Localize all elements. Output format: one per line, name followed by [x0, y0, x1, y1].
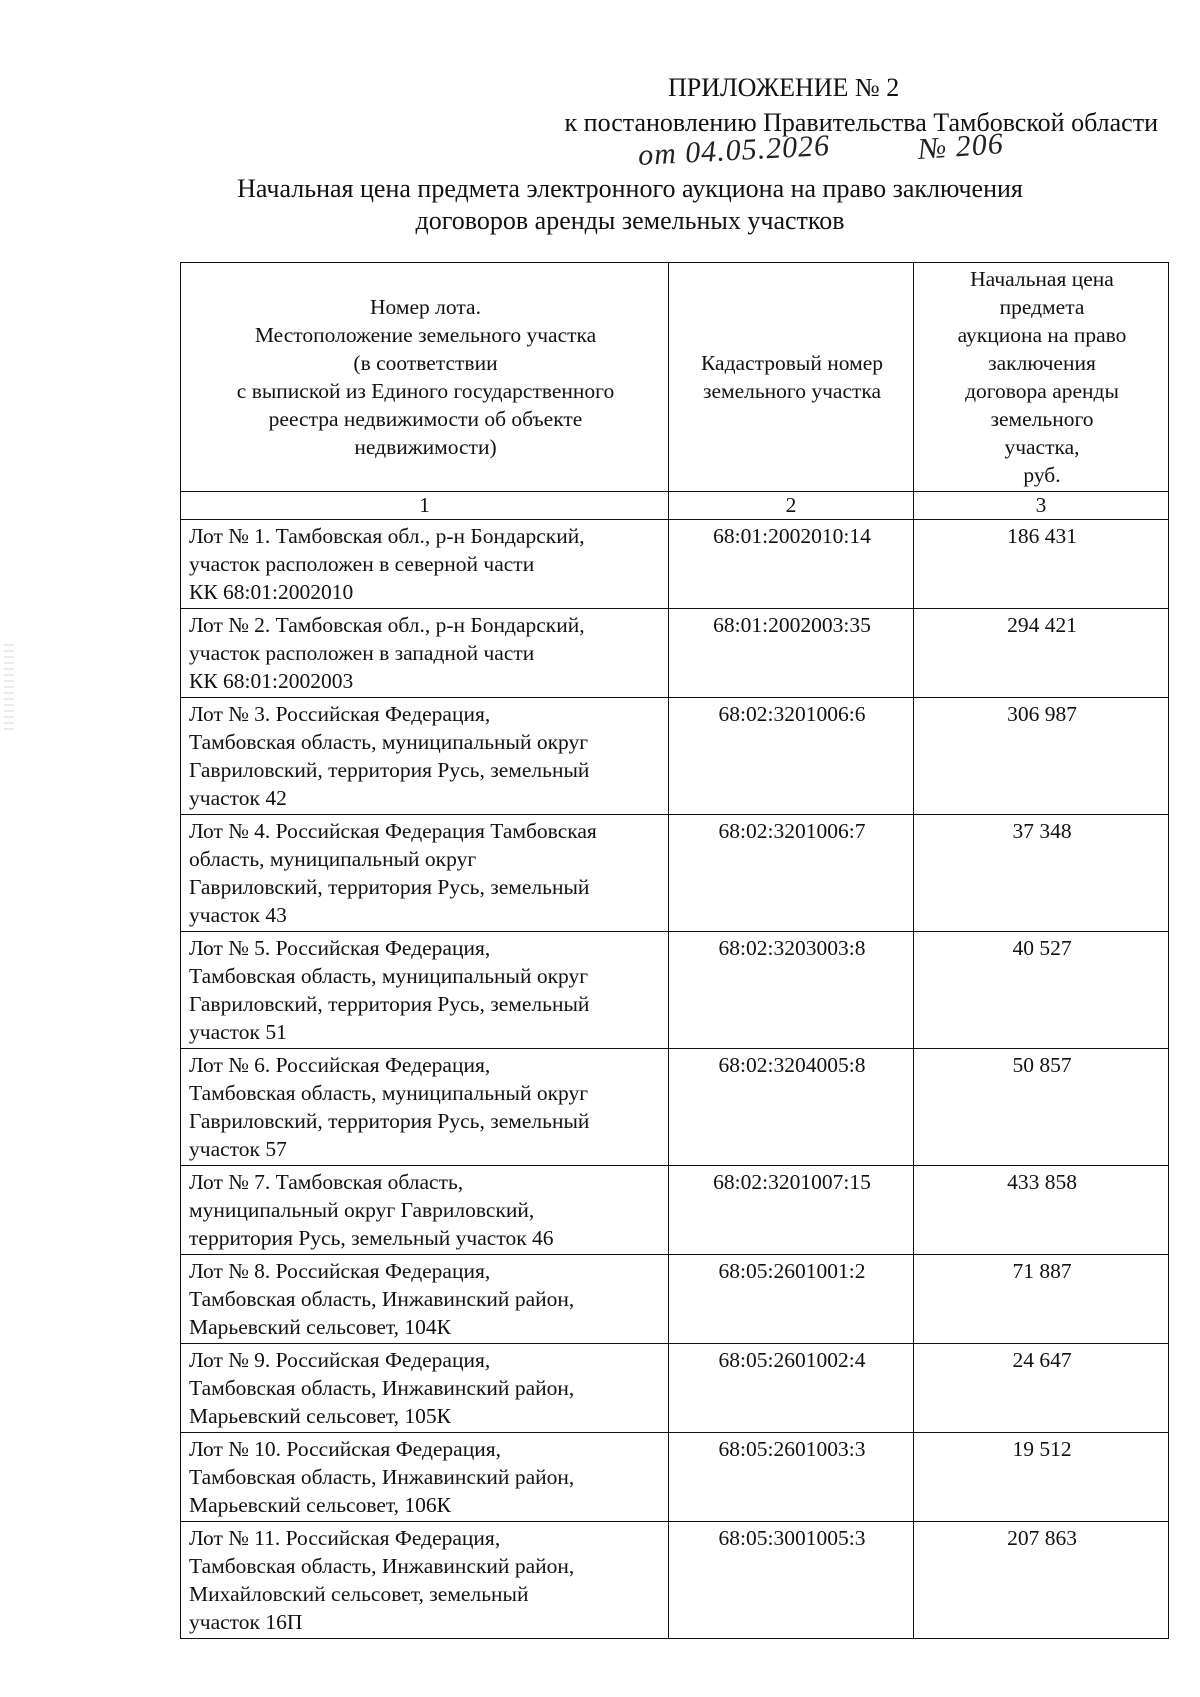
lot-location-line: Тамбовская область, Инжавинский район, — [189, 1554, 575, 1578]
handwritten-number: № 206 — [916, 127, 1005, 166]
lot-location-line: Лот № 3. Российская Федерация, — [189, 702, 491, 726]
column-header-price — [914, 263, 1169, 492]
column-number-row — [181, 492, 1169, 520]
table-row — [181, 609, 1169, 698]
lot-location-cell — [181, 1344, 669, 1433]
lot-location-cell — [181, 815, 669, 932]
table-row — [181, 1255, 1169, 1344]
column-header-cadastral — [669, 263, 914, 492]
lot-location-line: Гавриловский, территория Русь, земельный — [189, 992, 590, 1016]
lot-location-line: участок 42 — [189, 786, 287, 810]
lot-location-line: Тамбовская область, Инжавинский район, — [189, 1287, 575, 1311]
lot-location-cell — [181, 520, 669, 609]
lot-location-line: Лот № 5. Российская Федерация, — [189, 936, 491, 960]
table-row — [181, 1166, 1169, 1255]
lots-table — [180, 262, 1169, 1639]
column-header-line: Номер лота. — [370, 295, 481, 319]
lot-location-line: территория Русь, земельный участок 46 — [189, 1226, 554, 1250]
lot-location-line: Тамбовская область, Инжавинский район, — [189, 1465, 575, 1489]
lot-location-line: муниципальный округ Гавриловский, — [189, 1198, 535, 1222]
start-price-cell: 186 431 — [914, 520, 1169, 609]
lot-location-line: Марьевский сельсовет, 105К — [189, 1404, 452, 1428]
lot-location-line: Лот № 7. Тамбовская область, — [189, 1170, 464, 1194]
lot-location-line: участок расположен в западной части — [189, 641, 535, 665]
lot-location-line: Гавриловский, территория Русь, земельный — [189, 875, 590, 899]
column-header-line: участка, — [1004, 435, 1080, 459]
lot-location-line: Марьевский сельсовет, 106К — [189, 1493, 452, 1517]
lot-location-line: Лот № 10. Российская Федерация, — [189, 1437, 501, 1461]
cadastral-number-cell: 68:01:2002010:14 — [669, 520, 914, 609]
lot-location-line: Тамбовская область, муниципальный округ — [189, 730, 589, 754]
handwritten-date: от 04.05.2026 — [637, 128, 831, 173]
column-number-1: 1 — [181, 492, 669, 520]
table-row — [181, 698, 1169, 815]
lot-location-line: Лот № 1. Тамбовская обл., р-н Бондарский, — [189, 524, 585, 548]
lot-location-line: Лот № 4. Российская Федерация Тамбовская — [189, 819, 597, 843]
start-price-cell: 19 512 — [914, 1433, 1169, 1522]
lot-location-cell — [181, 1166, 669, 1255]
start-price-cell: 71 887 — [914, 1255, 1169, 1344]
lot-location-line: участок 43 — [189, 903, 287, 927]
cadastral-number-cell: 68:05:2601003:3 — [669, 1433, 914, 1522]
start-price-cell: 294 421 — [914, 609, 1169, 698]
column-header-line: Кадастровый номер — [700, 351, 883, 375]
table-row — [181, 932, 1169, 1049]
column-header-line: договора аренды — [965, 379, 1119, 403]
heading-line-1: Начальная цена предмета электронного аукциона на право заключения — [237, 174, 1023, 203]
cadastral-number-cell: 68:02:3201007:15 — [669, 1166, 914, 1255]
lot-location-cell — [181, 1522, 669, 1639]
lot-location-line: Михайловский сельсовет, земельный — [189, 1582, 529, 1606]
lot-location-cell — [181, 698, 669, 815]
cadastral-number-cell: 68:05:2601001:2 — [669, 1255, 914, 1344]
start-price-cell: 50 857 — [914, 1049, 1169, 1166]
lot-location-line: КК 68:01:2002010 — [189, 580, 354, 604]
column-header-line: недвижимости) — [354, 435, 497, 459]
lot-location-cell — [181, 1049, 669, 1166]
start-price-cell: 37 348 — [914, 815, 1169, 932]
column-header-line: заключения — [988, 351, 1096, 375]
start-price-cell: 306 987 — [914, 698, 1169, 815]
appendix-title: ПРИЛОЖЕНИЕ № 2 — [668, 73, 900, 102]
lot-location-line: Лот № 8. Российская Федерация, — [189, 1259, 491, 1283]
start-price-cell: 207 863 — [914, 1522, 1169, 1639]
column-header-line: аукциона на право — [957, 323, 1127, 347]
cadastral-number-cell: 68:05:3001005:3 — [669, 1522, 914, 1639]
lot-location-line: КК 68:01:2002003 — [189, 669, 354, 693]
column-header-line: с выпиской из Единого государственного — [236, 379, 615, 403]
table-row — [181, 1522, 1169, 1639]
column-header-line: руб. — [1023, 463, 1061, 487]
lot-location-line: Лот № 6. Российская Федерация, — [189, 1053, 491, 1077]
table-row — [181, 1433, 1169, 1522]
scan-artifact — [4, 640, 14, 730]
column-header-line: земельного — [990, 407, 1094, 431]
column-header-location — [181, 263, 669, 492]
lot-location-line: участок 57 — [189, 1137, 287, 1161]
cadastral-number-cell: 68:01:2002003:35 — [669, 609, 914, 698]
table-row — [181, 1049, 1169, 1166]
table-header-row — [181, 263, 1169, 492]
heading-line-2: договоров аренды земельных участков — [415, 206, 845, 235]
lot-location-line: участок расположен в северной части — [189, 552, 535, 576]
appendix-subtitle: к постановлению Правительства Тамбовской области — [564, 108, 1158, 137]
start-price-cell: 24 647 — [914, 1344, 1169, 1433]
column-header-line: предмета — [999, 295, 1085, 319]
cadastral-number-cell: 68:02:3201006:6 — [669, 698, 914, 815]
lot-location-line: Гавриловский, территория Русь, земельный — [189, 1109, 590, 1133]
column-header-line: Местоположение земельного участка — [254, 323, 597, 347]
table-row — [181, 1344, 1169, 1433]
cadastral-number-cell: 68:02:3203003:8 — [669, 932, 914, 1049]
cadastral-number-cell: 68:02:3201006:7 — [669, 815, 914, 932]
lot-location-line: Тамбовская область, муниципальный округ — [189, 1081, 589, 1105]
lot-location-line: участок 16П — [189, 1610, 303, 1634]
column-header-line: (в соответствии — [353, 351, 498, 375]
column-header-line: Начальная цена — [970, 267, 1114, 291]
start-price-cell: 433 858 — [914, 1166, 1169, 1255]
column-number-3: 3 — [914, 492, 1169, 520]
column-header-line: реестра недвижимости об объекте — [268, 407, 583, 431]
lot-location-line: Лот № 9. Российская Федерация, — [189, 1348, 491, 1372]
lot-location-line: Лот № 2. Тамбовская обл., р-н Бондарский, — [189, 613, 585, 637]
lot-location-cell — [181, 1433, 669, 1522]
lot-location-line: область, муниципальный округ — [189, 847, 477, 871]
lot-location-line: участок 51 — [189, 1020, 287, 1044]
column-number-2: 2 — [669, 492, 914, 520]
lot-location-cell — [181, 1255, 669, 1344]
cadastral-number-cell: 68:02:3204005:8 — [669, 1049, 914, 1166]
document-heading — [160, 173, 1100, 237]
lot-location-line: Лот № 11. Российская Федерация, — [189, 1526, 501, 1550]
table-row — [181, 520, 1169, 609]
lot-location-line: Тамбовская область, Инжавинский район, — [189, 1376, 575, 1400]
lot-location-line: Гавриловский, территория Русь, земельный — [189, 758, 590, 782]
column-header-line: земельного участка — [702, 379, 882, 403]
lot-location-line: Тамбовская область, муниципальный округ — [189, 964, 589, 988]
table-row — [181, 815, 1169, 932]
lot-location-line: Марьевский сельсовет, 104К — [189, 1315, 452, 1339]
lot-location-cell — [181, 609, 669, 698]
start-price-cell: 40 527 — [914, 932, 1169, 1049]
lot-location-cell — [181, 932, 669, 1049]
cadastral-number-cell: 68:05:2601002:4 — [669, 1344, 914, 1433]
